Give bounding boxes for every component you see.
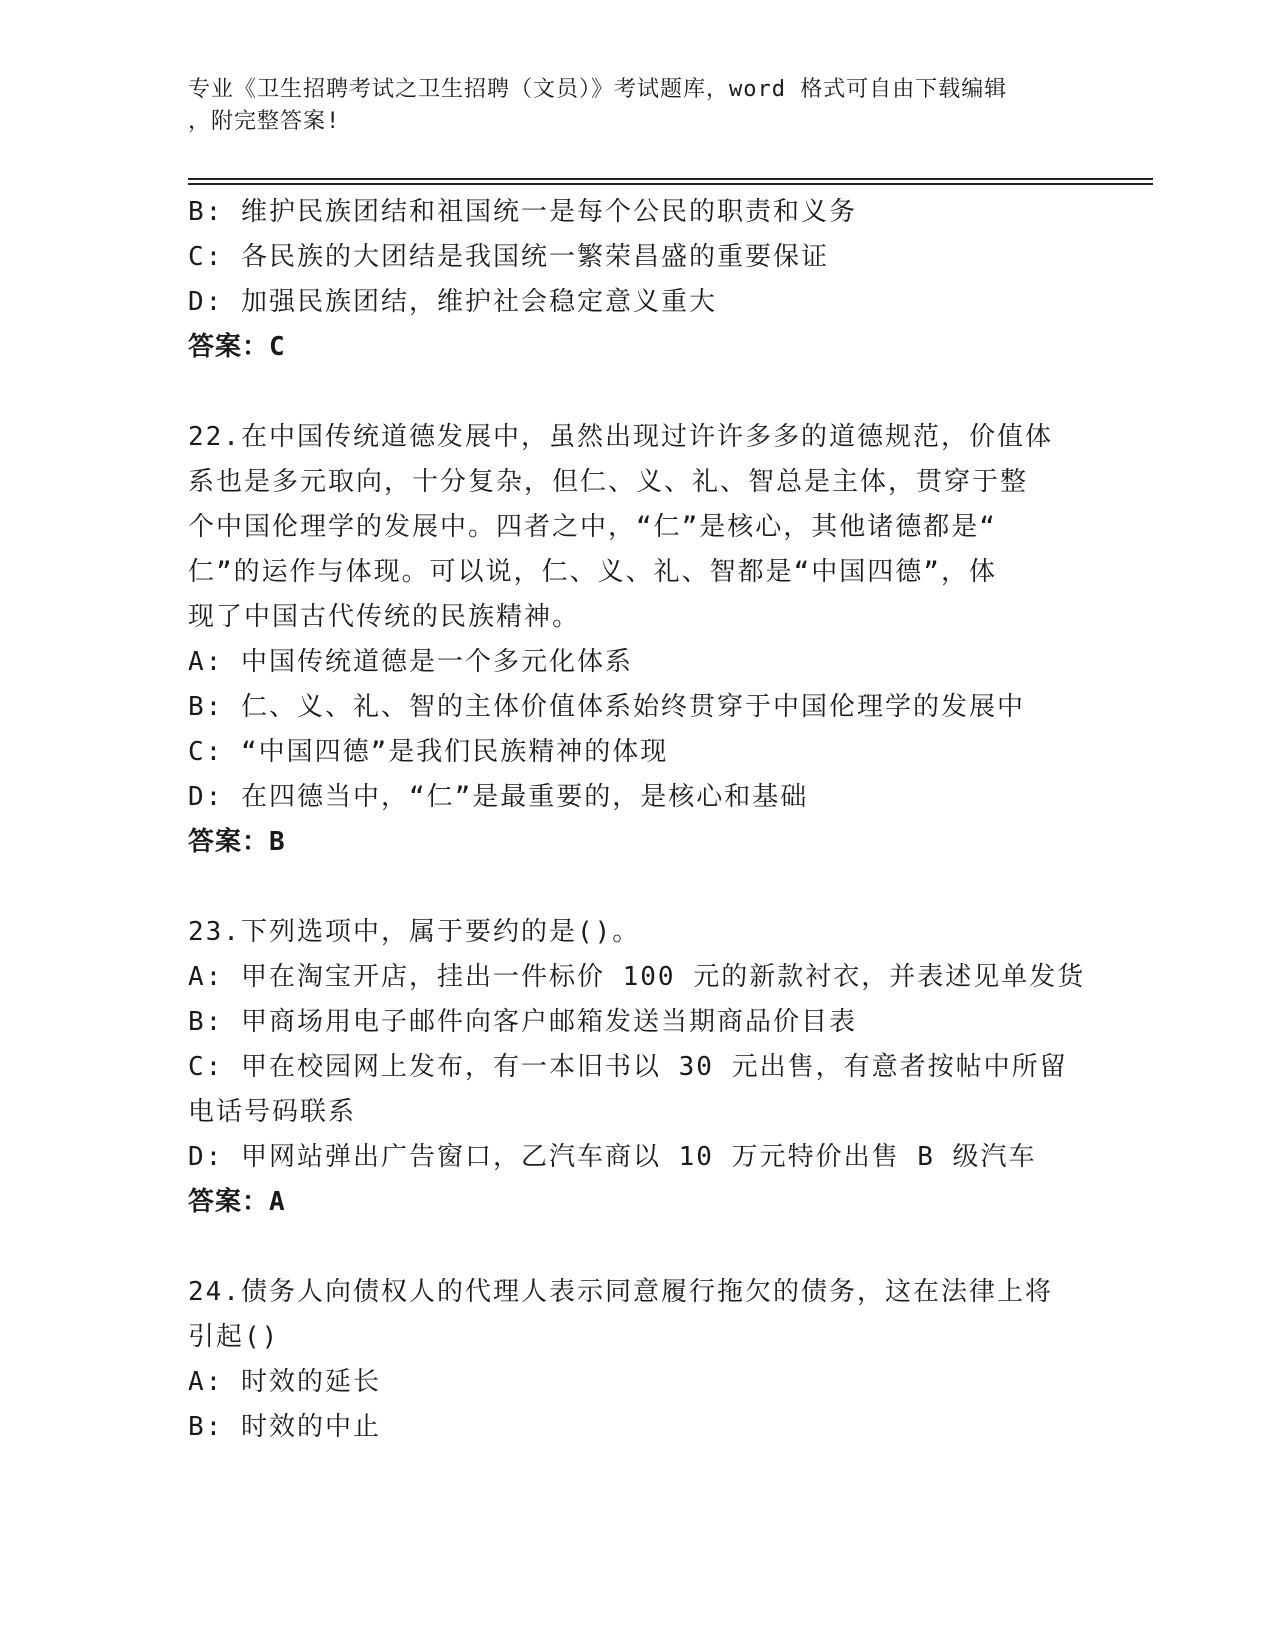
question-list <box>188 190 1088 1450</box>
spacer <box>188 865 1088 910</box>
question-24 <box>188 1270 1088 1450</box>
answer-label: 答案：A <box>188 1187 286 1217</box>
option-a: A: 中国传统道德是一个多元化体系 <box>188 647 633 677</box>
header-line-2: ，附完整答案! <box>188 109 341 134</box>
question-stem-line: 引起() <box>188 1322 280 1352</box>
spacer <box>188 1225 1088 1270</box>
header-line-1: 专业《卫生招聘考试之卫生招聘（文员）》考试题库，word 格式可自由下载编辑 <box>188 77 1008 102</box>
question-23 <box>188 910 1088 1225</box>
header-rule-bottom <box>188 183 1153 185</box>
question-stem-line: 现了中国古代传统的民族精神。 <box>188 602 581 632</box>
question-stem-line: 22.在中国传统道德发展中，虽然出现过许许多多的道德规范，价值体 <box>188 422 1053 452</box>
header-rule-top <box>188 178 1153 180</box>
option-c: C: “中国四德”是我们民族精神的体现 <box>188 737 669 767</box>
option-d: D: 在四德当中，“仁”是最重要的，是核心和基础 <box>188 782 809 812</box>
option-b: B: 甲商场用电子邮件向客户邮箱发送当期商品价目表 <box>188 1007 857 1037</box>
option-a: A: 甲在淘宝开店，挂出一件标价 100 元的新款衬衣，并表述见单发货 <box>188 962 1086 992</box>
document-header <box>188 74 1068 138</box>
option-b: B: 仁、义、礼、智的主体价值体系始终贯穿于中国伦理学的发展中 <box>188 692 1025 722</box>
option-c: C: 甲在校园网上发布，有一本旧书以 30 元出售，有意者按帖中所留 <box>188 1052 1068 1082</box>
answer-label: 答案：C <box>188 332 286 362</box>
question-stem-line: 仁”的运作与体现。可以说，仁、义、礼、智都是“中国四德”，体 <box>188 557 997 587</box>
question-21 <box>188 190 1088 370</box>
question-22 <box>188 415 1088 865</box>
option-b: B: 维护民族团结和祖国统一是每个公民的职责和义务 <box>188 197 857 227</box>
option-b: B: 时效的中止 <box>188 1412 381 1442</box>
question-stem-line: 23.下列选项中，属于要约的是()。 <box>188 917 641 947</box>
question-stem-line: 24.债务人向债权人的代理人表示同意履行拖欠的债务，这在法律上将 <box>188 1277 1053 1307</box>
option-a: A: 时效的延长 <box>188 1367 381 1397</box>
option-d: D: 加强民族团结，维护社会稳定意义重大 <box>188 287 717 317</box>
option-c: C: 各民族的大团结是我国统一繁荣昌盛的重要保证 <box>188 242 829 272</box>
option-d: D: 甲网站弹出广告窗口，乙汽车商以 10 万元特价出售 B 级汽车 <box>188 1142 1037 1172</box>
question-stem-line: 系也是多元取向，十分复杂，但仁、义、礼、智总是主体，贯穿于整 <box>188 467 1029 497</box>
option-c-continued: 电话号码联系 <box>188 1097 357 1127</box>
answer-label: 答案：B <box>188 827 286 857</box>
spacer <box>188 370 1088 415</box>
question-stem-line: 个中国伦理学的发展中。四者之中，“仁”是核心，其他诸德都是“ <box>188 512 997 542</box>
